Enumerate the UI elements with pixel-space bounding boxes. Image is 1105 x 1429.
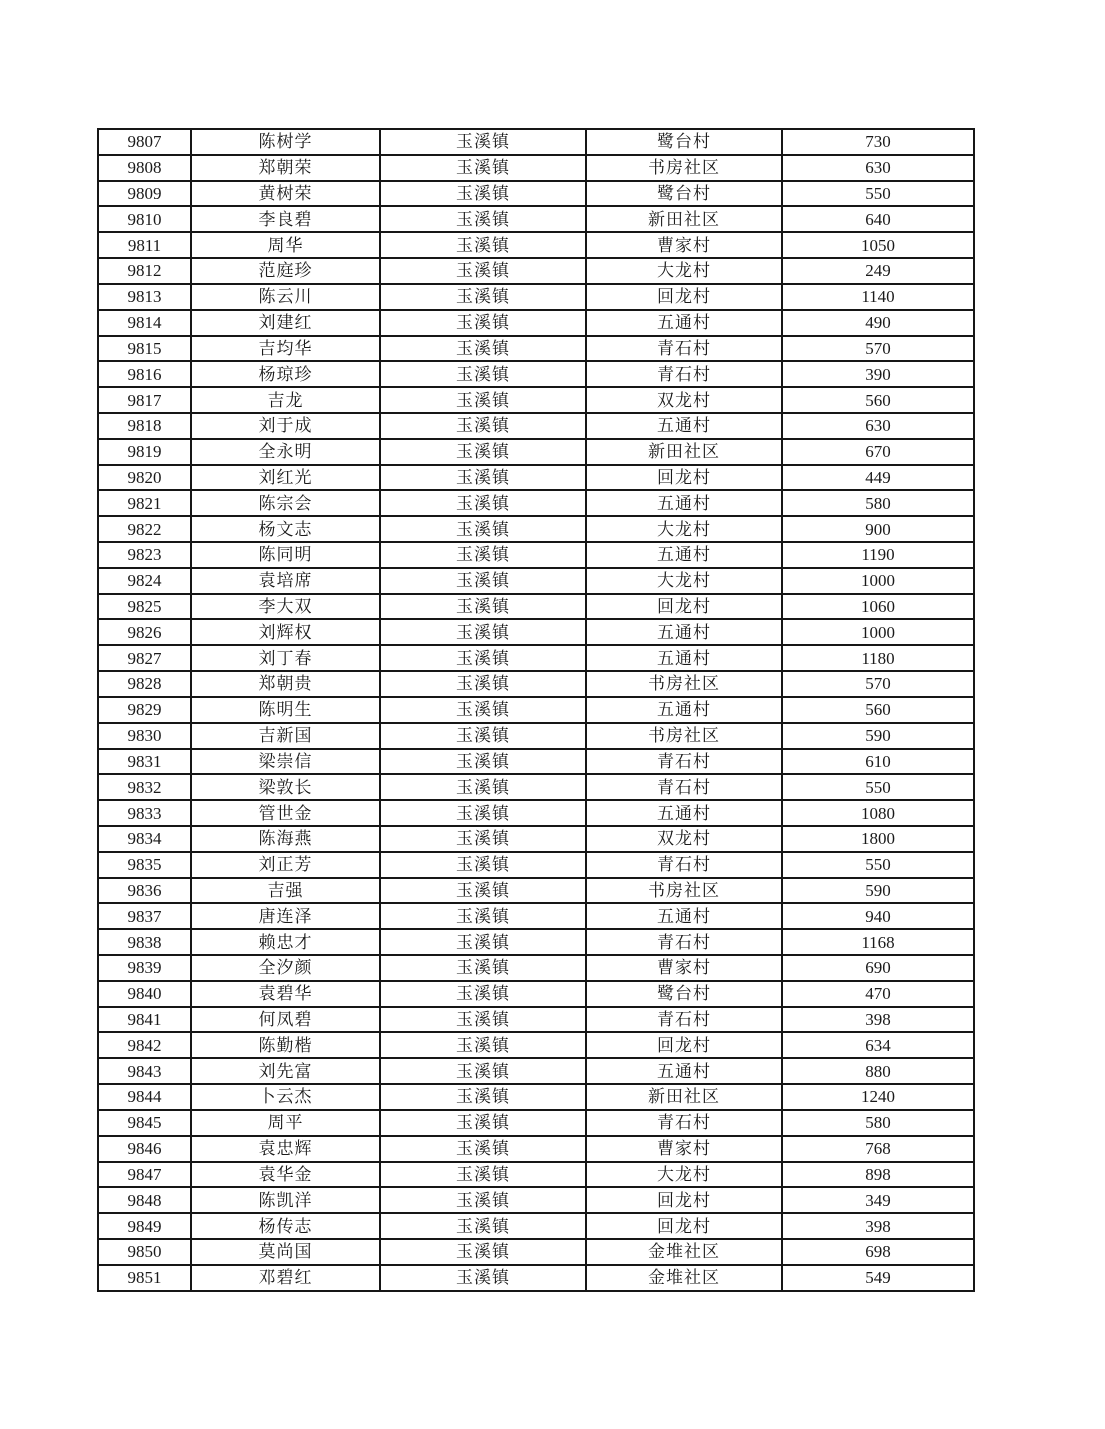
cell-village: 新田社区 — [586, 439, 782, 465]
cell-town: 玉溪镇 — [380, 1084, 586, 1110]
cell-id: 9851 — [98, 1265, 191, 1291]
cell-town: 玉溪镇 — [380, 1265, 586, 1291]
cell-village: 回龙村 — [586, 284, 782, 310]
cell-name: 陈勤楷 — [191, 1032, 380, 1058]
cell-id: 9821 — [98, 490, 191, 516]
table-row — [98, 568, 974, 594]
cell-name: 刘辉权 — [191, 619, 380, 645]
cell-village: 书房社区 — [586, 723, 782, 749]
cell-amount: 570 — [782, 671, 974, 697]
table-row — [98, 981, 974, 1007]
cell-village: 新田社区 — [586, 1084, 782, 1110]
table-row — [98, 594, 974, 620]
cell-name: 吉新国 — [191, 723, 380, 749]
cell-town: 玉溪镇 — [380, 1058, 586, 1084]
table-row — [98, 697, 974, 723]
cell-name: 邓碧红 — [191, 1265, 380, 1291]
cell-village: 曹家村 — [586, 232, 782, 258]
cell-name: 袁华金 — [191, 1162, 380, 1188]
cell-amount: 690 — [782, 955, 974, 981]
cell-amount: 1000 — [782, 619, 974, 645]
table-row — [98, 878, 974, 904]
cell-id: 9826 — [98, 619, 191, 645]
cell-name: 吉龙 — [191, 387, 380, 413]
cell-village: 五通村 — [586, 697, 782, 723]
cell-amount: 1180 — [782, 645, 974, 671]
cell-village: 鹭台村 — [586, 981, 782, 1007]
cell-name: 刘先富 — [191, 1058, 380, 1084]
cell-amount: 390 — [782, 361, 974, 387]
table-row — [98, 516, 974, 542]
cell-name: 杨文志 — [191, 516, 380, 542]
cell-id: 9848 — [98, 1187, 191, 1213]
table-row — [98, 1187, 974, 1213]
cell-village: 金堆社区 — [586, 1239, 782, 1265]
cell-town: 玉溪镇 — [380, 1187, 586, 1213]
cell-id: 9816 — [98, 361, 191, 387]
records-table-body — [98, 129, 974, 1291]
cell-town: 玉溪镇 — [380, 568, 586, 594]
cell-town: 玉溪镇 — [380, 1213, 586, 1239]
cell-town: 玉溪镇 — [380, 129, 586, 155]
cell-amount: 580 — [782, 490, 974, 516]
cell-village: 青石村 — [586, 929, 782, 955]
cell-village: 曹家村 — [586, 1136, 782, 1162]
cell-amount: 1080 — [782, 800, 974, 826]
cell-village: 大龙村 — [586, 1162, 782, 1188]
table-row — [98, 1007, 974, 1033]
cell-town: 玉溪镇 — [380, 697, 586, 723]
cell-id: 9824 — [98, 568, 191, 594]
cell-town: 玉溪镇 — [380, 155, 586, 181]
table-row — [98, 542, 974, 568]
cell-village: 鹭台村 — [586, 181, 782, 207]
cell-village: 回龙村 — [586, 1187, 782, 1213]
cell-town: 玉溪镇 — [380, 181, 586, 207]
table-row — [98, 129, 974, 155]
cell-village: 大龙村 — [586, 516, 782, 542]
cell-amount: 880 — [782, 1058, 974, 1084]
cell-id: 9810 — [98, 206, 191, 232]
cell-village: 青石村 — [586, 336, 782, 362]
table-row — [98, 723, 974, 749]
cell-town: 玉溪镇 — [380, 594, 586, 620]
cell-name: 全汐颜 — [191, 955, 380, 981]
cell-town: 玉溪镇 — [380, 774, 586, 800]
cell-amount: 349 — [782, 1187, 974, 1213]
cell-id: 9842 — [98, 1032, 191, 1058]
cell-name: 吉均华 — [191, 336, 380, 362]
table-row — [98, 619, 974, 645]
cell-village: 金堆社区 — [586, 1265, 782, 1291]
cell-amount: 449 — [782, 465, 974, 491]
cell-town: 玉溪镇 — [380, 1162, 586, 1188]
cell-amount: 630 — [782, 155, 974, 181]
cell-village: 大龙村 — [586, 568, 782, 594]
cell-town: 玉溪镇 — [380, 361, 586, 387]
cell-town: 玉溪镇 — [380, 258, 586, 284]
cell-id: 9819 — [98, 439, 191, 465]
cell-id: 9847 — [98, 1162, 191, 1188]
cell-town: 玉溪镇 — [380, 336, 586, 362]
cell-village: 回龙村 — [586, 1032, 782, 1058]
cell-name: 周平 — [191, 1110, 380, 1136]
table-row — [98, 413, 974, 439]
cell-id: 9832 — [98, 774, 191, 800]
cell-id: 9844 — [98, 1084, 191, 1110]
cell-town: 玉溪镇 — [380, 413, 586, 439]
table-row — [98, 1213, 974, 1239]
cell-id: 9814 — [98, 310, 191, 336]
cell-id: 9833 — [98, 800, 191, 826]
cell-name: 刘建红 — [191, 310, 380, 336]
table-row — [98, 310, 974, 336]
cell-id: 9850 — [98, 1239, 191, 1265]
cell-town: 玉溪镇 — [380, 903, 586, 929]
cell-name: 郑朝荣 — [191, 155, 380, 181]
table-row — [98, 336, 974, 362]
cell-name: 周华 — [191, 232, 380, 258]
cell-town: 玉溪镇 — [380, 284, 586, 310]
cell-amount: 640 — [782, 206, 974, 232]
cell-amount: 698 — [782, 1239, 974, 1265]
table-row — [98, 1032, 974, 1058]
cell-id: 9815 — [98, 336, 191, 362]
cell-name: 全永明 — [191, 439, 380, 465]
cell-name: 陈海燕 — [191, 826, 380, 852]
cell-amount: 1190 — [782, 542, 974, 568]
cell-amount: 1140 — [782, 284, 974, 310]
cell-town: 玉溪镇 — [380, 645, 586, 671]
table-row — [98, 1136, 974, 1162]
table-row — [98, 465, 974, 491]
table-row — [98, 387, 974, 413]
cell-id: 9839 — [98, 955, 191, 981]
cell-town: 玉溪镇 — [380, 310, 586, 336]
cell-name: 刘于成 — [191, 413, 380, 439]
cell-name: 郑朝贵 — [191, 671, 380, 697]
cell-amount: 1168 — [782, 929, 974, 955]
cell-id: 9807 — [98, 129, 191, 155]
cell-amount: 249 — [782, 258, 974, 284]
cell-town: 玉溪镇 — [380, 490, 586, 516]
cell-town: 玉溪镇 — [380, 852, 586, 878]
table-row — [98, 232, 974, 258]
cell-village: 五通村 — [586, 800, 782, 826]
cell-village: 五通村 — [586, 903, 782, 929]
cell-town: 玉溪镇 — [380, 206, 586, 232]
table-row — [98, 1058, 974, 1084]
cell-amount: 560 — [782, 697, 974, 723]
cell-amount: 550 — [782, 181, 974, 207]
cell-town: 玉溪镇 — [380, 1239, 586, 1265]
cell-town: 玉溪镇 — [380, 955, 586, 981]
cell-village: 五通村 — [586, 619, 782, 645]
cell-name: 陈宗会 — [191, 490, 380, 516]
cell-amount: 1060 — [782, 594, 974, 620]
cell-town: 玉溪镇 — [380, 1032, 586, 1058]
table-row — [98, 749, 974, 775]
cell-name: 李良碧 — [191, 206, 380, 232]
table-row — [98, 826, 974, 852]
cell-amount: 560 — [782, 387, 974, 413]
cell-id: 9825 — [98, 594, 191, 620]
cell-amount: 580 — [782, 1110, 974, 1136]
table-row — [98, 439, 974, 465]
table-row — [98, 800, 974, 826]
cell-name: 杨传志 — [191, 1213, 380, 1239]
cell-amount: 549 — [782, 1265, 974, 1291]
cell-village: 五通村 — [586, 1058, 782, 1084]
cell-village: 五通村 — [586, 413, 782, 439]
table-row — [98, 361, 974, 387]
table-row — [98, 1084, 974, 1110]
cell-id: 9808 — [98, 155, 191, 181]
table-row — [98, 155, 974, 181]
cell-town: 玉溪镇 — [380, 981, 586, 1007]
cell-town: 玉溪镇 — [380, 826, 586, 852]
cell-name: 刘丁春 — [191, 645, 380, 671]
table-row — [98, 955, 974, 981]
cell-id: 9845 — [98, 1110, 191, 1136]
cell-id: 9840 — [98, 981, 191, 1007]
cell-amount: 1050 — [782, 232, 974, 258]
cell-town: 玉溪镇 — [380, 929, 586, 955]
cell-village: 书房社区 — [586, 155, 782, 181]
cell-town: 玉溪镇 — [380, 465, 586, 491]
cell-village: 五通村 — [586, 645, 782, 671]
cell-id: 9823 — [98, 542, 191, 568]
cell-amount: 398 — [782, 1213, 974, 1239]
cell-id: 9820 — [98, 465, 191, 491]
cell-id: 9841 — [98, 1007, 191, 1033]
cell-amount: 900 — [782, 516, 974, 542]
cell-name: 李大双 — [191, 594, 380, 620]
cell-amount: 550 — [782, 774, 974, 800]
cell-name: 袁忠辉 — [191, 1136, 380, 1162]
cell-town: 玉溪镇 — [380, 878, 586, 904]
cell-name: 杨琼珍 — [191, 361, 380, 387]
cell-village: 新田社区 — [586, 206, 782, 232]
cell-id: 9822 — [98, 516, 191, 542]
cell-id: 9829 — [98, 697, 191, 723]
cell-name: 莫尚国 — [191, 1239, 380, 1265]
cell-amount: 550 — [782, 852, 974, 878]
cell-amount: 630 — [782, 413, 974, 439]
cell-amount: 670 — [782, 439, 974, 465]
cell-name: 卜云杰 — [191, 1084, 380, 1110]
cell-village: 青石村 — [586, 749, 782, 775]
cell-town: 玉溪镇 — [380, 1136, 586, 1162]
cell-town: 玉溪镇 — [380, 542, 586, 568]
cell-village: 青石村 — [586, 774, 782, 800]
cell-amount: 940 — [782, 903, 974, 929]
cell-name: 何凤碧 — [191, 1007, 380, 1033]
table-row — [98, 645, 974, 671]
cell-village: 青石村 — [586, 361, 782, 387]
cell-village: 鹭台村 — [586, 129, 782, 155]
table-row — [98, 774, 974, 800]
cell-id: 9827 — [98, 645, 191, 671]
table-row — [98, 671, 974, 697]
cell-name: 袁培席 — [191, 568, 380, 594]
cell-name: 陈凯洋 — [191, 1187, 380, 1213]
cell-id: 9843 — [98, 1058, 191, 1084]
cell-village: 回龙村 — [586, 594, 782, 620]
cell-town: 玉溪镇 — [380, 1110, 586, 1136]
cell-name: 陈树学 — [191, 129, 380, 155]
cell-amount: 1240 — [782, 1084, 974, 1110]
table-row — [98, 852, 974, 878]
cell-amount: 490 — [782, 310, 974, 336]
cell-id: 9831 — [98, 749, 191, 775]
cell-town: 玉溪镇 — [380, 619, 586, 645]
cell-id: 9828 — [98, 671, 191, 697]
table-row — [98, 206, 974, 232]
cell-village: 曹家村 — [586, 955, 782, 981]
cell-town: 玉溪镇 — [380, 387, 586, 413]
cell-village: 五通村 — [586, 490, 782, 516]
table-row — [98, 1110, 974, 1136]
cell-amount: 570 — [782, 336, 974, 362]
cell-name: 范庭珍 — [191, 258, 380, 284]
cell-name: 袁碧华 — [191, 981, 380, 1007]
cell-id: 9811 — [98, 232, 191, 258]
cell-name: 唐连泽 — [191, 903, 380, 929]
cell-id: 9836 — [98, 878, 191, 904]
table-row — [98, 181, 974, 207]
cell-id: 9835 — [98, 852, 191, 878]
table-row — [98, 284, 974, 310]
table-row — [98, 258, 974, 284]
table-row — [98, 903, 974, 929]
cell-name: 黄树荣 — [191, 181, 380, 207]
cell-id: 9809 — [98, 181, 191, 207]
cell-village: 书房社区 — [586, 878, 782, 904]
table-row — [98, 929, 974, 955]
cell-name: 梁敦长 — [191, 774, 380, 800]
cell-amount: 898 — [782, 1162, 974, 1188]
cell-name: 吉强 — [191, 878, 380, 904]
cell-village: 青石村 — [586, 852, 782, 878]
cell-name: 刘红光 — [191, 465, 380, 491]
cell-village: 青石村 — [586, 1007, 782, 1033]
cell-amount: 398 — [782, 1007, 974, 1033]
cell-town: 玉溪镇 — [380, 232, 586, 258]
cell-id: 9837 — [98, 903, 191, 929]
cell-amount: 1800 — [782, 826, 974, 852]
cell-id: 9838 — [98, 929, 191, 955]
cell-id: 9818 — [98, 413, 191, 439]
cell-village: 书房社区 — [586, 671, 782, 697]
cell-village: 五通村 — [586, 542, 782, 568]
cell-amount: 1000 — [782, 568, 974, 594]
cell-village: 回龙村 — [586, 1213, 782, 1239]
cell-village: 青石村 — [586, 1110, 782, 1136]
cell-id: 9834 — [98, 826, 191, 852]
cell-town: 玉溪镇 — [380, 671, 586, 697]
cell-name: 管世金 — [191, 800, 380, 826]
cell-id: 9849 — [98, 1213, 191, 1239]
cell-village: 双龙村 — [586, 826, 782, 852]
cell-town: 玉溪镇 — [380, 749, 586, 775]
cell-name: 刘正芳 — [191, 852, 380, 878]
cell-id: 9830 — [98, 723, 191, 749]
table-row — [98, 1265, 974, 1291]
cell-amount: 470 — [782, 981, 974, 1007]
cell-town: 玉溪镇 — [380, 723, 586, 749]
cell-town: 玉溪镇 — [380, 439, 586, 465]
cell-amount: 610 — [782, 749, 974, 775]
cell-id: 9817 — [98, 387, 191, 413]
cell-amount: 634 — [782, 1032, 974, 1058]
cell-amount: 590 — [782, 723, 974, 749]
cell-village: 回龙村 — [586, 465, 782, 491]
cell-name: 陈明生 — [191, 697, 380, 723]
cell-name: 梁崇信 — [191, 749, 380, 775]
cell-name: 陈云川 — [191, 284, 380, 310]
cell-id: 9812 — [98, 258, 191, 284]
table-row — [98, 490, 974, 516]
cell-town: 玉溪镇 — [380, 516, 586, 542]
cell-town: 玉溪镇 — [380, 1007, 586, 1033]
cell-name: 赖忠才 — [191, 929, 380, 955]
table-row — [98, 1162, 974, 1188]
cell-amount: 730 — [782, 129, 974, 155]
records-table — [97, 128, 975, 1292]
cell-town: 玉溪镇 — [380, 800, 586, 826]
cell-village: 五通村 — [586, 310, 782, 336]
cell-amount: 768 — [782, 1136, 974, 1162]
cell-id: 9846 — [98, 1136, 191, 1162]
cell-village: 双龙村 — [586, 387, 782, 413]
cell-village: 大龙村 — [586, 258, 782, 284]
cell-name: 陈同明 — [191, 542, 380, 568]
cell-amount: 590 — [782, 878, 974, 904]
table-row — [98, 1239, 974, 1265]
cell-id: 9813 — [98, 284, 191, 310]
